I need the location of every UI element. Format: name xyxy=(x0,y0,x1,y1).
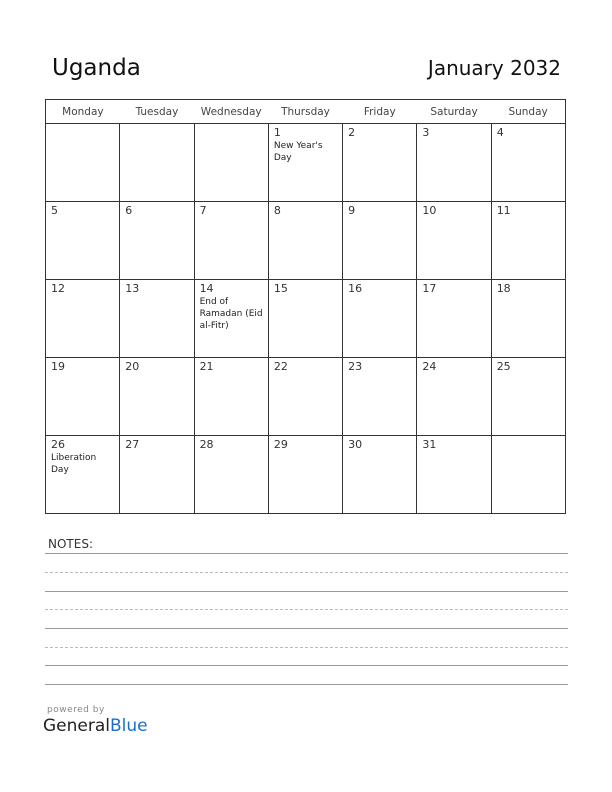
calendar-week-row xyxy=(46,124,566,202)
day-cell-25 xyxy=(491,358,565,436)
day-cell-empty xyxy=(194,124,268,202)
day-number xyxy=(46,124,119,126)
day-number xyxy=(492,436,565,438)
weekday-header-row xyxy=(46,100,566,124)
day-cell-17 xyxy=(417,280,491,358)
day-number: 21 xyxy=(199,360,214,373)
day-cell-23 xyxy=(343,358,417,436)
holiday-label: End of Ramadan (Eid al-Fitr) xyxy=(199,297,263,331)
day-number: 8 xyxy=(273,204,281,217)
day-number: 12 xyxy=(51,282,65,295)
brand-blue: Blue xyxy=(110,716,148,736)
day-cell-4 xyxy=(491,124,565,202)
day-cell-10 xyxy=(417,202,491,280)
day-number: 31 xyxy=(422,438,437,451)
day-cell-empty xyxy=(491,436,565,514)
calendar-month-year: January 2032 xyxy=(427,56,561,80)
day-cell-12 xyxy=(46,280,120,358)
day-cell-11 xyxy=(491,202,565,280)
calendar-weeks xyxy=(46,124,566,514)
notes-line xyxy=(45,628,568,629)
brand-general: General xyxy=(43,716,110,736)
notes-line xyxy=(45,684,568,685)
day-cell-30 xyxy=(343,436,417,514)
day-number: 1 xyxy=(273,126,281,139)
day-number: 16 xyxy=(348,282,363,295)
day-cell-9 xyxy=(343,202,417,280)
day-number: 3 xyxy=(422,126,430,139)
calendar-grid xyxy=(45,99,566,514)
generalblue-logo xyxy=(43,716,148,736)
weekday-sunday: Sunday xyxy=(491,100,565,124)
day-cell-6 xyxy=(120,202,194,280)
day-number: 22 xyxy=(273,360,288,373)
day-cell-24 xyxy=(417,358,491,436)
weekday-wednesday: Wednesday xyxy=(194,100,268,124)
day-number: 2 xyxy=(348,126,356,139)
day-number: 26 xyxy=(51,438,65,451)
notes-line xyxy=(45,647,568,648)
notes-line xyxy=(45,665,568,666)
day-cell-2 xyxy=(343,124,417,202)
day-number: 4 xyxy=(496,126,504,139)
day-number: 7 xyxy=(199,204,207,217)
day-cell-15 xyxy=(268,280,342,358)
day-number: 15 xyxy=(273,282,288,295)
notes-label: NOTES: xyxy=(48,537,93,551)
day-cell-16 xyxy=(343,280,417,358)
day-cell-3 xyxy=(417,124,491,202)
day-cell-7 xyxy=(194,202,268,280)
day-number: 29 xyxy=(273,438,288,451)
calendar-week-row xyxy=(46,202,566,280)
day-number: 18 xyxy=(496,282,511,295)
day-number: 27 xyxy=(125,438,140,451)
day-cell-empty xyxy=(46,124,120,202)
day-cell-27 xyxy=(120,436,194,514)
holiday-label: New Year's Day xyxy=(273,141,323,163)
day-cell-20 xyxy=(120,358,194,436)
calendar-week-row xyxy=(46,280,566,358)
day-cell-5 xyxy=(46,202,120,280)
day-number: 6 xyxy=(125,204,133,217)
notes-line xyxy=(45,572,568,573)
day-number xyxy=(195,124,268,126)
notes-line xyxy=(45,609,568,610)
day-number: 9 xyxy=(348,204,356,217)
notes-line xyxy=(45,591,568,592)
day-number: 23 xyxy=(348,360,363,373)
day-number: 28 xyxy=(199,438,214,451)
day-cell-31 xyxy=(417,436,491,514)
day-number: 17 xyxy=(422,282,437,295)
weekday-thursday: Thursday xyxy=(268,100,342,124)
day-number: 25 xyxy=(496,360,511,373)
calendar-country-title: Uganda xyxy=(52,55,141,81)
holiday-label: Liberation Day xyxy=(51,453,97,475)
day-cell-empty xyxy=(120,124,194,202)
day-number: 19 xyxy=(51,360,65,373)
day-number: 24 xyxy=(422,360,437,373)
notes-line xyxy=(45,553,568,554)
day-number: 13 xyxy=(125,282,140,295)
weekday-monday: Monday xyxy=(46,100,120,124)
day-cell-19 xyxy=(46,358,120,436)
day-cell-28 xyxy=(194,436,268,514)
day-number: 10 xyxy=(422,204,437,217)
weekday-saturday: Saturday xyxy=(417,100,491,124)
day-cell-18 xyxy=(491,280,565,358)
calendar-week-row xyxy=(46,436,566,514)
day-number: 5 xyxy=(51,204,58,217)
weekday-friday: Friday xyxy=(343,100,417,124)
day-number: 11 xyxy=(496,204,511,217)
day-cell-13 xyxy=(120,280,194,358)
day-cell-26 xyxy=(46,436,120,514)
day-cell-14 xyxy=(194,280,268,358)
day-cell-29 xyxy=(268,436,342,514)
day-number: 20 xyxy=(125,360,140,373)
calendar-week-row xyxy=(46,358,566,436)
weekday-tuesday: Tuesday xyxy=(120,100,194,124)
powered-by-text: powered by xyxy=(47,705,105,715)
day-cell-8 xyxy=(268,202,342,280)
day-number: 30 xyxy=(348,438,363,451)
day-cell-1 xyxy=(268,124,342,202)
day-number: 14 xyxy=(199,282,214,295)
day-cell-22 xyxy=(268,358,342,436)
day-cell-21 xyxy=(194,358,268,436)
day-number xyxy=(120,124,193,126)
